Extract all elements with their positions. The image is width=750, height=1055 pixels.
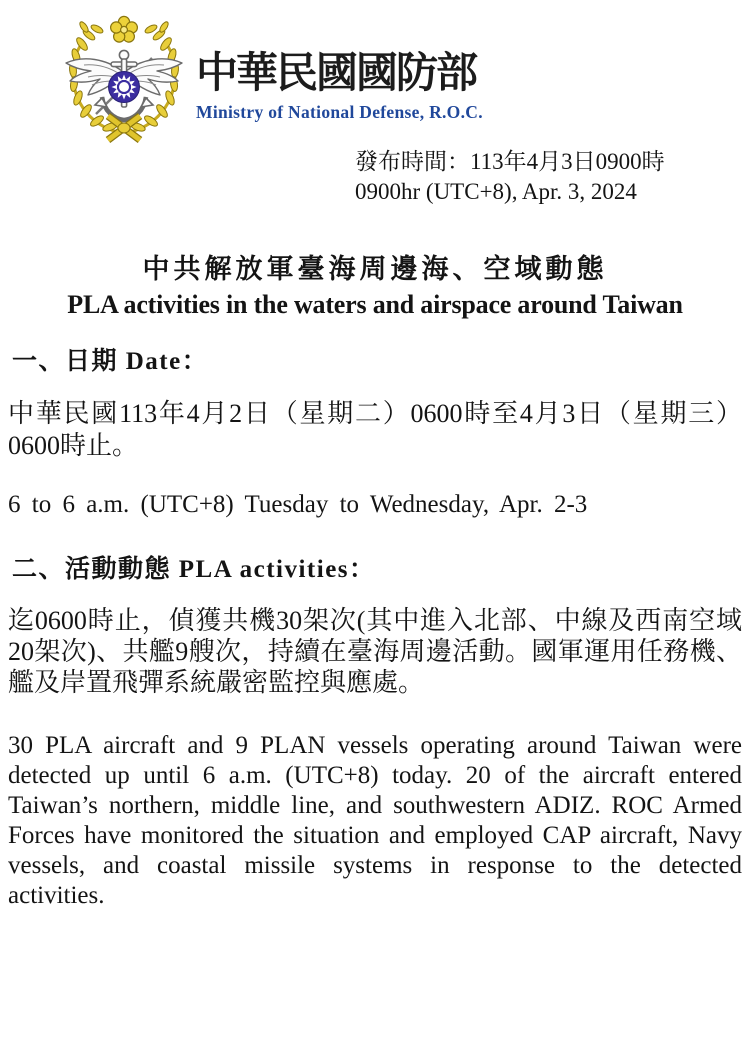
mnd-roc-emblem-icon bbox=[58, 13, 190, 147]
ministry-name-block bbox=[196, 52, 483, 123]
release-time-zh: 發布時間：113年4月3日0900時 bbox=[355, 149, 665, 174]
plum-blossom bbox=[111, 16, 138, 42]
section-date-heading: 一、日期 Date： bbox=[12, 348, 209, 375]
ministry-name-zh: 中華民國國防部 bbox=[196, 51, 477, 97]
section-activities-heading: 二、活動動態 PLA activities： bbox=[12, 556, 376, 583]
document-title bbox=[0, 247, 750, 320]
date-paragraph-en: 6 to 6 a.m. (UTC+8) Tuesday to Wednesday, Apr. 2-3 bbox=[8, 491, 588, 518]
document-title-zh: 中共解放軍臺海周邊海、空域動態 bbox=[142, 254, 608, 284]
release-time-block bbox=[355, 147, 665, 207]
ministry-name-en: Ministry of National Defense, R.O.C. bbox=[196, 102, 483, 123]
activities-paragraph-zh: 迄0600時止，偵獲共機30架次(其中進入北部、中線及西南空域20架次)、共艦9艘次，持續在臺海周邊活動。國軍運用任務機、艦及岸置飛彈系統嚴密監控與應處。 bbox=[8, 606, 742, 697]
document-title-en: PLA activities in the waters and airspace around Taiwan bbox=[67, 290, 683, 319]
sun-disc bbox=[109, 72, 140, 103]
activities-paragraph-en: 30 PLA aircraft and 9 PLAN vessels operating around Taiwan were detected up until 6 a.m. (UTC+8) today. 20 of the aircraft entered Taiwan’s northern, middle line, and southwestern ADIZ. ROC Armed Forces have monitored the situation and employed CAP aircraft, Navy vessels, and coastal missile systems in response to the detected activities. bbox=[8, 732, 742, 909]
release-time-en: 0900hr (UTC+8), Apr. 3, 2024 bbox=[355, 179, 637, 204]
date-paragraph-zh: 中華民國113年4月2日（星期二）0600時至4月3日（星期三）0600時止。 bbox=[8, 399, 742, 460]
